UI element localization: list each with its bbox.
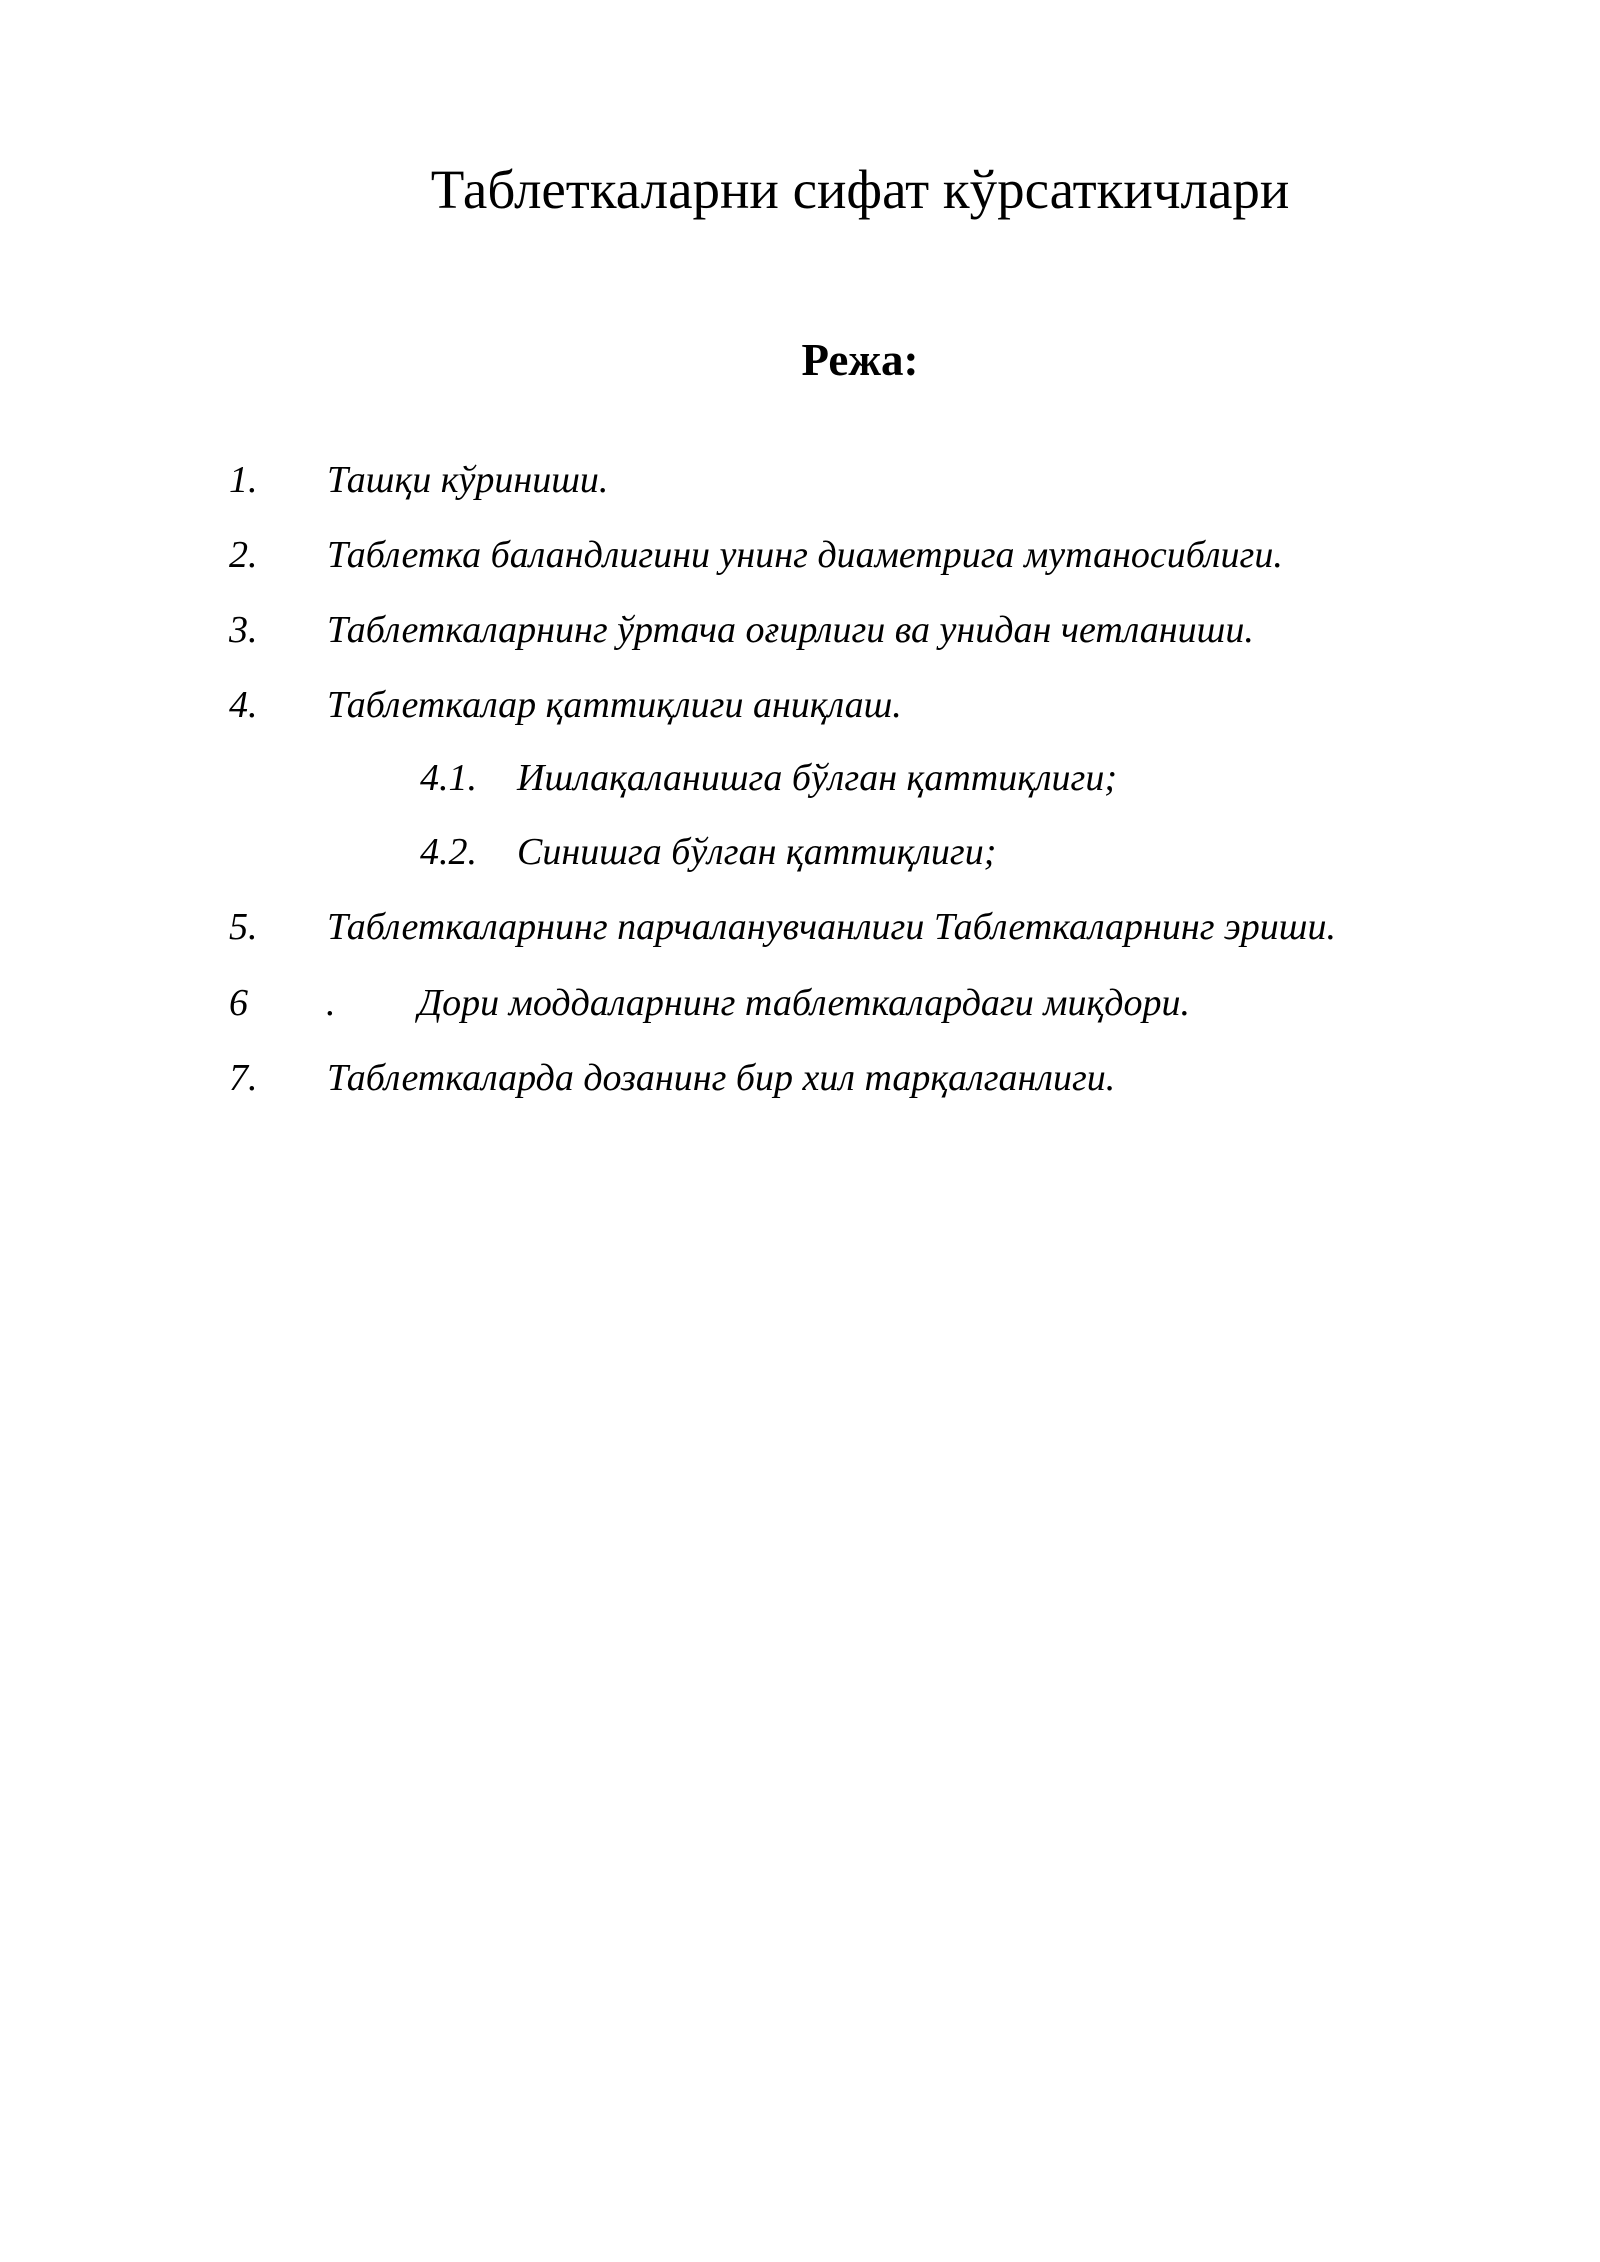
plan-item-text: Синишга бўлган қаттиқлиги; — [517, 831, 997, 873]
plan-item-7 — [0, 1048, 1600, 1108]
document-title: Таблеткаларни сифат кўрсаткичлари — [430, 159, 1290, 220]
plan-item-number: 4.2. — [420, 831, 477, 873]
plan-item-number: 1. — [229, 459, 258, 501]
plan-subitem-4-1 — [0, 748, 1600, 808]
plan-item-text: Таблетка баландлигини унинг диаметрига мутаносиблиги. — [327, 534, 1283, 576]
plan-item-text: Таблеткаларнинг парчаланувчанлиги Таблеткаларнинг эриши. — [327, 906, 1336, 948]
plan-item-text: Таблеткаларнинг ўртача оғирлиги ва унидан четланиши. — [327, 609, 1254, 651]
plan-subitem-4-2 — [0, 822, 1600, 882]
plan-item-number: 2. — [229, 534, 258, 576]
plan-item-text: Дори моддаларнинг таблеткалардаги миқдори. — [418, 982, 1190, 1024]
plan-item-dot: . — [326, 982, 336, 1024]
plan-item-number: 3. — [229, 609, 258, 651]
plan-heading: Режа: — [801, 335, 919, 385]
plan-item-3 — [0, 600, 1600, 660]
plan-item-text: Таблеткалар қаттиқлиги аниқлаш. — [327, 684, 902, 726]
plan-item-text: Таблеткаларда дозанинг бир хил тарқалганлиги. — [327, 1057, 1116, 1099]
plan-item-number: 7. — [229, 1057, 258, 1099]
plan-item-6 — [0, 973, 1600, 1033]
plan-item-number: 5. — [229, 906, 258, 948]
plan-item-5 — [0, 897, 1600, 957]
plan-item-text: Ишлақаланишга бўлган қаттиқлиги; — [517, 757, 1118, 799]
plan-item-number: 6 — [229, 982, 248, 1024]
plan-item-4 — [0, 675, 1600, 735]
plan-item-1 — [0, 450, 1600, 510]
plan-item-text: Ташқи кўриниши. — [327, 459, 609, 501]
plan-item-number: 4.1. — [420, 757, 477, 799]
plan-item-2 — [0, 525, 1600, 585]
plan-item-number: 4. — [229, 684, 258, 726]
